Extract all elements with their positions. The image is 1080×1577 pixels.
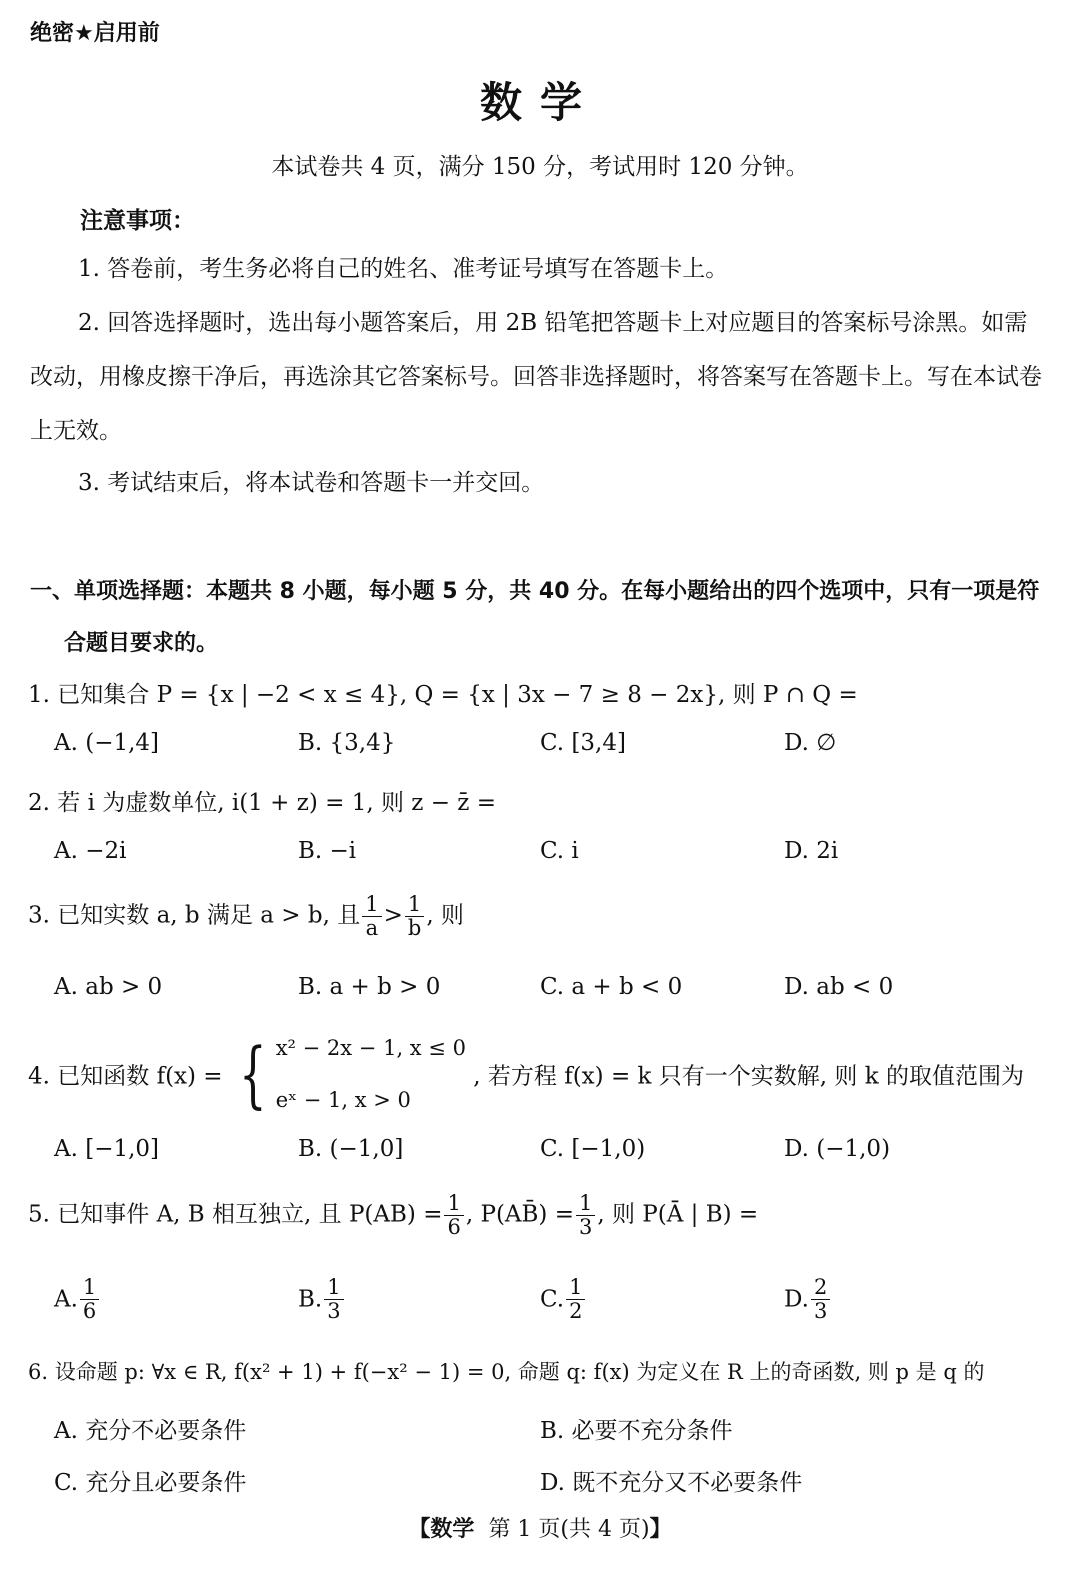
q5-option-d (784, 1276, 832, 1323)
q6-option-d: D. 既不充分又不必要条件 (540, 1470, 803, 1496)
q3-stem-prefix: 3. 已知实数 a, b 满足 a > b, 且 (28, 902, 361, 929)
q4-stem-prefix: 4. 已知函数 f(x) = (28, 1063, 223, 1090)
question-1-stem: 1. 已知集合 P = {x | −2 < x ≤ 4}, Q = {x | 3x − 7 ≥ 8 − 2x}, 则 P ∩ Q = (28, 682, 858, 708)
notice-heading: 注意事项： (80, 208, 195, 234)
q3-frac2-den: b (407, 916, 422, 941)
q3-fraction-1 (362, 893, 381, 940)
q5-option-c-den: 2 (569, 1299, 583, 1324)
q2-option-c: C. i (540, 838, 579, 864)
q3-frac1-num: 1 (362, 893, 381, 917)
question-2-stem: 2. 若 i 为虚数单位, i(1 + z) = 1, 则 z − z̄ = (28, 790, 496, 816)
section-heading-text: 一、单项选择题：本题共 8 小题，每小题 5 分，共 40 分。在每小题给出的四个选项中，只有一项是符 (30, 579, 1040, 604)
q5-stem-suffix: , 则 P(Ā | B) = (597, 1201, 759, 1228)
q5-fraction-1 (444, 1192, 463, 1239)
q3-frac1-den: a (365, 916, 379, 941)
q5-option-d-frac (811, 1276, 830, 1323)
q1-option-a: A. (−1,4] (54, 730, 160, 756)
q4-stem-suffix: , 若方程 f(x) = k 只有一个实数解, 则 k 的取值范围为 (473, 1063, 1024, 1090)
q3-fraction-2 (405, 893, 424, 940)
footer-page-info: 第 1 页(共 4 页) (488, 1517, 650, 1542)
q5-option-a-frac (80, 1276, 99, 1323)
q5-option-c-frac (566, 1276, 585, 1323)
notice-item-1: 1. 答卷前，考生务必将自己的姓名、准考证号填写在答题卡上。 (78, 256, 729, 282)
notice-item-2: 2. 回答选择题时，选出每小题答案后，用 2B 铅笔把答题卡上对应题目的答案标号涂黑。如需改动，用橡皮擦干净后，再选涂其它答案标号。回答非选择题时，将答案写在答题卡上。写在本试卷上无效。 (30, 310, 1042, 444)
q5-option-b (298, 1276, 346, 1323)
page-title: 数学 (479, 78, 600, 127)
confidential-label: 绝密★启用前 (30, 21, 160, 46)
q6-option-c: C. 充分且必要条件 (54, 1470, 247, 1496)
q5-option-a (54, 1276, 101, 1323)
question-6-stem: 6. 设命题 p: ∀x ∈ R, f(x² + 1) + f(−x² − 1) = 0, 命题 q: f(x) 为定义在 R 上的奇函数, 则 p 是 q 的 (28, 1360, 985, 1384)
section-heading-cont: 合题目要求的。 (64, 631, 219, 656)
q1-option-c: C. [3,4] (540, 730, 626, 756)
q5-option-b-den: 3 (327, 1299, 341, 1324)
notice-item-3: 3. 考试结束后，将本试卷和答题卡一并交回。 (78, 470, 545, 496)
q5-f2-den: 3 (578, 1215, 593, 1240)
q5-f1-den: 6 (447, 1215, 461, 1240)
q3-gt: > (383, 902, 403, 929)
q4-option-a: A. [−1,0] (54, 1136, 160, 1162)
q3-option-c: C. a + b < 0 (540, 974, 683, 1000)
q5-f1-num: 1 (444, 1192, 463, 1216)
q5-option-c-num: 1 (566, 1276, 585, 1300)
q5-option-c-label: C. (540, 1286, 565, 1313)
q4-option-c: C. [−1,0) (540, 1136, 646, 1162)
q4-brace: { (239, 1032, 267, 1116)
question-4-stem (28, 1022, 1024, 1126)
q5-option-b-num: 1 (324, 1276, 343, 1300)
footer-open-bracket: 【 (408, 1517, 431, 1542)
q4-case-2: eˣ − 1, x > 0 (275, 1088, 411, 1112)
q4-piecewise (230, 1022, 466, 1126)
q4-option-b: B. (−1,0] (298, 1136, 404, 1162)
q1-option-d: D. ∅ (784, 730, 837, 756)
q5-option-c (540, 1276, 587, 1323)
section-heading (30, 566, 1050, 670)
q5-option-b-frac (324, 1276, 343, 1323)
q5-option-a-den: 6 (82, 1299, 97, 1324)
q5-fraction-2 (576, 1192, 595, 1239)
q3-frac2-num: 1 (405, 893, 424, 917)
page-footer (0, 1512, 1080, 1543)
q5-f2-num: 1 (576, 1192, 595, 1216)
q5-stem-prefix: 5. 已知事件 A, B 相互独立, 且 P(AB) = (28, 1201, 443, 1228)
q3-option-b: B. a + b > 0 (298, 974, 441, 1000)
q5-stem-mid: , P(AB̄) = (465, 1201, 574, 1228)
q5-option-d-num: 2 (811, 1276, 830, 1300)
q5-option-b-label: B. (298, 1286, 323, 1313)
q5-option-d-den: 3 (813, 1299, 828, 1324)
question-5-stem (28, 1192, 758, 1239)
q6-option-a: A. 充分不必要条件 (54, 1418, 247, 1444)
footer-close-bracket: 】 (649, 1517, 672, 1542)
footer-subject: 数学 (430, 1517, 475, 1542)
q5-option-d-label: D. (784, 1286, 809, 1313)
q2-option-a: A. −2i (54, 838, 127, 864)
q5-option-a-label: A. (54, 1286, 78, 1313)
q4-case-1: x² − 2x − 1, x ≤ 0 (275, 1036, 466, 1060)
q6-option-b: B. 必要不充分条件 (540, 1418, 733, 1444)
q2-option-d: D. 2i (784, 838, 839, 864)
q5-option-a-num: 1 (80, 1276, 99, 1300)
q3-option-d: D. ab < 0 (784, 974, 894, 1000)
q3-stem-suffix: , 则 (426, 902, 464, 929)
exam-info: 本试卷共 4 页，满分 150 分，考试用时 120 分钟。 (271, 154, 809, 180)
q3-option-a: A. ab > 0 (54, 974, 163, 1000)
q4-cases (276, 1022, 466, 1126)
q4-option-d: D. (−1,0) (784, 1136, 891, 1162)
q2-option-b: B. −i (298, 838, 357, 864)
q1-option-b: B. {3,4} (298, 730, 396, 756)
question-3-stem (28, 893, 464, 940)
